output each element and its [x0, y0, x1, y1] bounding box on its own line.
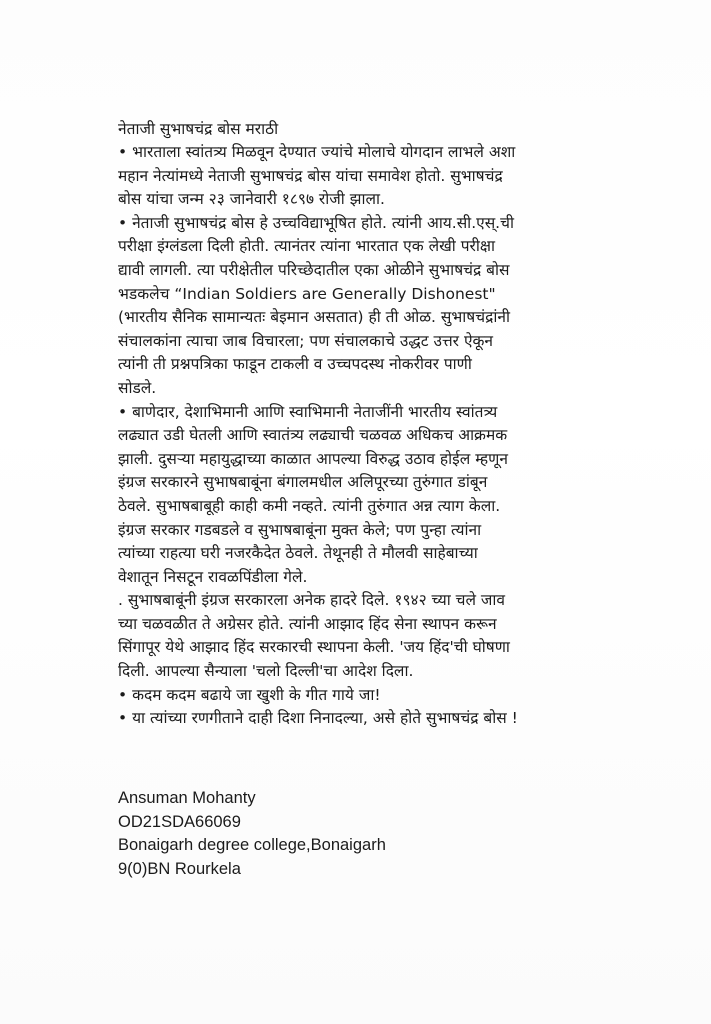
author-name: Ansuman Mohanty: [118, 789, 256, 807]
text-line: • कदम कदम बढाये जा खुशी के गीत गाये जा!: [118, 685, 381, 704]
text-line: च्या चळवळीत ते अग्रेसर होते. त्यांनी आझाद हिंद सेना स्थापन करून: [118, 614, 497, 633]
text-line: इंग्रज सरकारने सुभाषबाबूंना बंगालमधील अलिपूरच्या तुरुंगात डांबून: [118, 473, 488, 492]
text-line: लढ्यात उडी घेतली आणि स्वातंत्र्य लढ्याची चळवळ अधिकच आक्रमक: [118, 426, 508, 445]
document-body: [118, 118, 698, 731]
text-line: • बाणेदार, देशाभिमानी आणि स्वाभिमानी नेताजींनी भारतीय स्वांतत्र्य: [118, 402, 498, 421]
author-college: Bonaigarh degree college,Bonaigarh: [118, 836, 386, 854]
text-line: परीक्षा इंग्लंडला दिली होती. त्यानंतर त्यांना भारतात एक लेखी परीक्षा: [118, 237, 496, 256]
text-line: इंग्रज सरकार गडबडले व सुभाषबाबूंना मुक्त केले; पण पुन्हा त्यांना: [118, 520, 482, 539]
text-line: सिंगापूर येथे आझाद हिंद सरकारची स्थापना केली. 'जय हिंद'ची घोषणा: [118, 638, 510, 657]
text-line: • नेताजी सुभाषचंद्र बोस हे उच्चविद्याभूषित होते. त्यांनी आय.सी.एस्.ची: [118, 213, 514, 232]
author-block: [118, 787, 678, 881]
document-title: नेताजी सुभाषचंद्र बोस मराठी: [118, 120, 279, 138]
text-line: • भारताला स्वांतत्र्य मिळवून देण्यात ज्यांचे मोलाचे योगदान लाभले अशा: [118, 143, 516, 161]
text-line: बोस यांचा जन्म २३ जानेवारी १८९७ रोजी झाला.: [118, 190, 385, 209]
text-line: महान नेत्यांमध्ये नेताजी सुभाषचंद्र बोस यांचा समावेश होतो. सुभाषचंद्र: [118, 166, 503, 185]
text-line: ठेवले. सुभाषबाबूही काही कमी नव्हते. त्यांनी तुरुंगात अन्न त्याग केला.: [118, 496, 501, 515]
text-line: संचालकांना त्याचा जाब विचारला; पण संचालकाचे उद्धट उत्तर ऐकून: [118, 331, 494, 350]
author-unit: 9(0)BN Rourkela: [118, 859, 241, 878]
author-id: OD21SDA66069: [118, 812, 241, 831]
text-line: त्यांच्या राहत्या घरी नजरकैदेत ठेवले. तेथूनही ते मौलवी साहेबाच्या: [118, 544, 478, 563]
text-line-english-quote: भडकलेच “Indian Soldiers are Generally Dishonest": [118, 284, 496, 303]
text-line: • या त्यांच्या रणगीताने दाही दिशा निनादल्या, असे होते सुभाषचंद्र बोस !: [118, 709, 518, 728]
text-line: वेशातून निसटून रावळपिंडीला गेले.: [118, 567, 308, 586]
text-line: झाली. दुसऱ्या महायुद्धाच्या काळात आपल्या विरुद्ध उठाव होईल म्हणून: [118, 449, 508, 468]
text-line: द्यावी लागली. त्या परीक्षेतील परिच्छेदातील एका ओळीने सुभाषचंद्र बोस: [118, 260, 510, 279]
text-line: त्यांनी ती प्रश्नपत्रिका फाडून टाकली व उच्चपदस्थ नोकरीवर पाणी: [118, 355, 472, 374]
text-line: सोडले.: [118, 378, 157, 397]
text-line: (भारतीय सैनिक सामान्यतः बेइमान असतात) ही ती ओळ. सुभाषचंद्रांनी: [118, 308, 510, 327]
text-line: . सुभाषबाबूंनी इंग्रज सरकारला अनेक हादरे दिले. १९४२ च्या चले जाव: [118, 591, 506, 610]
text-line: दिली. आपल्या सैन्याला 'चलो दिल्ली'चा आदेश दिला.: [118, 662, 414, 681]
